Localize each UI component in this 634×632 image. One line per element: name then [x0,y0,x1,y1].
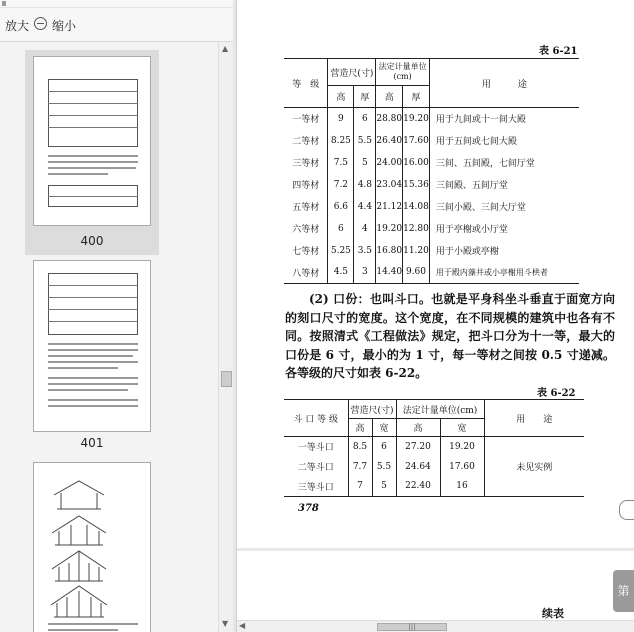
cell-value: 22.40 [396,477,440,497]
table-6-21-label: 表 6-21 [539,46,578,57]
cell-value: 23.04 [376,174,403,196]
thumbnail-page-402[interactable] [25,460,159,632]
table-row [284,196,579,218]
cell-value: 9 [328,108,354,130]
table-row [284,130,579,152]
table-6-22 [284,399,584,497]
table-row [284,174,579,196]
scrollbar-thumb[interactable] [221,371,232,387]
header-legal-unit: 法定计量单位 (cm) [376,59,430,86]
cell-grade: 二等材 [292,137,320,147]
cell-value: 5.5 [372,457,396,477]
table-row [284,108,579,130]
cell-usage: 三间、五间殿，七间厅堂 [429,152,579,174]
continued-table-label: 续表 [542,607,564,620]
cell-value: 3 [354,262,376,284]
cell-usage: 用于小殿或亭榭 [429,240,579,262]
thumbnail-page-400[interactable] [25,50,159,255]
cell-value: 19.20 [376,218,403,240]
cell-value: 5 [354,152,376,174]
cell-value: 12.80 [403,218,430,240]
page-edge-icon[interactable] [619,500,634,520]
cell-grade: 八等材 [284,262,328,284]
cell-value: 8.25 [328,130,354,152]
header-height-cm: 高 [396,419,440,437]
cell-value: 6.6 [328,196,354,218]
cell-value: 6 [328,218,354,240]
cell-value: 7.7 [348,457,372,477]
thumbnail-sidebar [0,42,218,632]
cell-value: 11.20 [403,240,430,262]
horizontal-scrollbar-thumb[interactable]: ||| [377,623,447,631]
cell-value: 6 [372,437,396,457]
header-usage: 用 途 [484,400,584,437]
thumbnail-toolbar [0,0,233,42]
cell-usage: 用于亭榭或小厅堂 [429,218,579,240]
document-page [237,0,634,548]
scroll-down-arrow-icon[interactable]: ▼ [222,619,229,628]
cell-value: 7 [348,477,372,497]
cell-value: 16.00 [403,152,430,174]
cell-value: 21.12 [376,196,403,218]
cell-grade: 七等材 [292,247,320,257]
table-row [284,262,579,284]
header-carved-size: 营造尺(寸) [348,400,396,419]
table-6-22-label: 表 6-22 [537,388,576,399]
zoom-in-button[interactable]: 放大 [5,19,30,33]
cell-value: 17.60 [403,130,430,152]
cell-grade: 三等斗口 [284,477,348,497]
cell-value: 16 [440,477,484,497]
header-height: 高 [348,419,372,437]
table-row [284,240,579,262]
cell-value: 9.60 [403,262,430,284]
header-width: 宽 [372,419,396,437]
thumbnail-page-401[interactable] [25,258,159,458]
header-grade: 斗 口 等 级 [284,400,348,437]
cell-value: 19.20 [403,108,430,130]
body-paragraph: (2) 口份：也叫斗口。也就是平身科坐斗垂直于面宽方向的刻口尺寸的宽度。这个宽度，在不同规模的建筑中也各有不同。按照清式《工程做法》规定，把斗口分为十一等，最大的口份是 6 寸，最小的为 1 寸，每一等材之间按 0.5 寸递减。各等级的尺寸如表 6-22。 [285,292,615,380]
cell-note: 未见实例 [484,437,584,497]
cell-value: 5 [372,477,396,497]
cell-value: 19.20 [440,437,484,457]
cell-value: 3.5 [354,240,376,262]
cell-value: 4.5 [328,262,354,284]
table-row [284,218,579,240]
cell-value: 6 [354,108,376,130]
thumbnail-image [33,260,151,432]
cell-grade: 五等材 [292,203,320,213]
header-width-cm: 宽 [440,419,484,437]
header-height-cm: 高 [376,86,403,108]
cell-grade: 二等斗口 [297,463,334,473]
table-row [284,437,584,457]
cell-grade: 三等材 [292,159,320,169]
table-6-21 [284,58,579,284]
thumbnail-image [33,462,151,632]
cell-value: 15.36 [403,174,430,196]
cell-grade: 六等材 [292,225,320,235]
cell-value: 26.40 [376,130,403,152]
cell-usage: 用于殿内藻井或小亭榭用斗栱者 [429,262,579,284]
cell-value: 17.60 [440,457,484,477]
toolbar-top-scrollbar[interactable] [0,0,233,8]
cell-value: 5.5 [354,130,376,152]
page-number: 378 [298,503,319,514]
scroll-left-arrow-icon[interactable]: ◀ [239,621,246,630]
cell-grade: 一等材 [292,115,320,126]
cell-value: 27.20 [396,437,440,457]
scroll-up-arrow-icon[interactable]: ▲ [222,44,229,53]
table-row [284,152,579,174]
zoom-out-icon[interactable] [34,17,47,30]
document-view[interactable] [237,0,634,620]
header-height: 高 [328,86,354,108]
thumbnail-page-number: 401 [80,436,104,450]
thumbnail-image [33,56,151,226]
header-carved-size: 营造尺(寸) [328,59,376,86]
cell-value: 7.2 [328,174,354,196]
cell-value: 5.25 [328,240,354,262]
cell-usage: 三间殿、五间厅堂 [429,174,579,196]
header-usage: 用 途 [429,59,579,108]
cell-value: 24.64 [396,457,440,477]
header-grade: 等 级 [284,59,328,108]
cell-value: 7.5 [328,152,354,174]
horizontal-scrollbar[interactable] [237,620,634,632]
sidebar-scrollbar[interactable] [218,42,233,632]
header-thickness: 厚 [354,86,376,108]
cell-usage: 用于九间或十一间大殿 [429,108,579,130]
cell-value: 28.80 [376,108,403,130]
cell-usage: 用于五间或七间大殿 [429,130,579,152]
next-document-page [237,551,634,620]
cell-value: 24.00 [376,152,403,174]
cell-value: 14.40 [376,262,403,284]
header-legal-unit: 法定计量单位(cm) [396,400,484,419]
cell-grade: 一等斗口 [297,443,334,454]
cell-value: 16.80 [376,240,403,262]
cell-value: 4.8 [354,174,376,196]
header-thickness-cm: 厚 [403,86,430,108]
cell-value: 8.5 [348,437,372,457]
cell-value: 4 [354,218,376,240]
side-floating-tab[interactable]: 第 [613,570,634,612]
zoom-out-button[interactable]: 缩小 [52,19,77,33]
cell-grade: 四等材 [292,181,320,191]
cell-usage: 三间小殿、三间大厅堂 [429,196,579,218]
cell-value: 4.4 [354,196,376,218]
thumbnail-page-number: 400 [80,234,104,248]
cell-value: 14.08 [403,196,430,218]
